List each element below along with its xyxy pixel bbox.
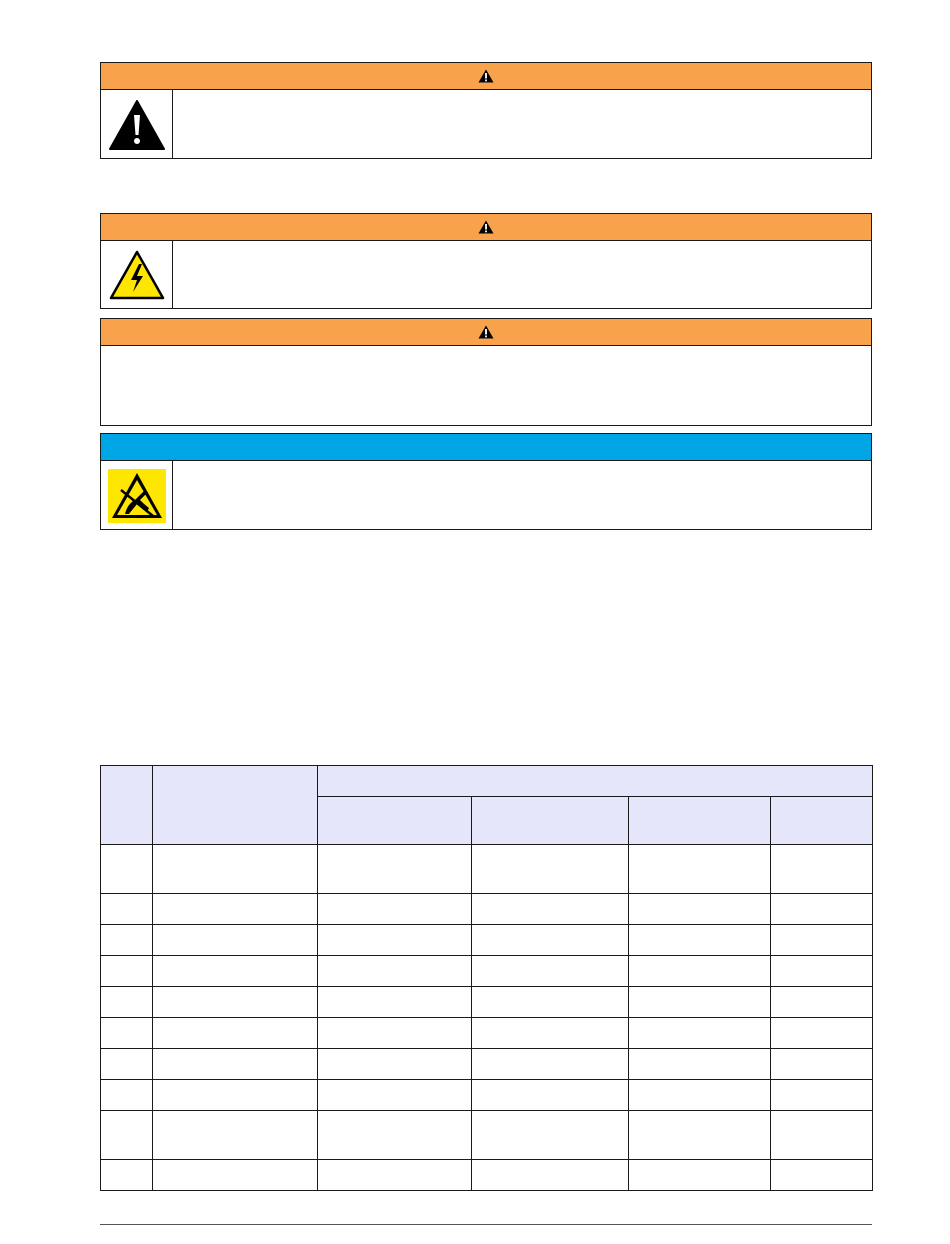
warning-box-3 (100, 318, 872, 426)
warning-box-2 (100, 213, 872, 309)
warning-text (173, 241, 871, 309)
warning-triangle-small-icon (478, 69, 494, 83)
specifications-table (100, 765, 873, 1191)
warning-text (173, 90, 871, 159)
notice-icon-cell (101, 461, 173, 530)
header-group (318, 766, 873, 797)
table-row (101, 956, 873, 987)
general-hazard-icon (108, 99, 166, 151)
subheader-2 (472, 797, 629, 845)
notice-text (173, 461, 871, 530)
table-row (101, 987, 873, 1018)
footer-rule (100, 1224, 872, 1225)
table-row (101, 1018, 873, 1049)
esd-hazard-icon (107, 468, 167, 524)
warning-header (101, 319, 871, 346)
warning-triangle-small-icon (478, 220, 494, 234)
warning-header (101, 63, 871, 90)
warning-header (101, 214, 871, 241)
table-row (101, 1080, 873, 1111)
warning-icon-cell (101, 90, 173, 159)
electrical-hazard-icon (109, 250, 165, 300)
table-row (101, 845, 873, 894)
table-row (101, 894, 873, 925)
header-number (101, 766, 153, 845)
subheader-3 (629, 797, 771, 845)
table-row (101, 1049, 873, 1080)
warning-text (101, 346, 871, 426)
notice-header (101, 434, 871, 461)
subheader-4 (771, 797, 873, 845)
subheader-1 (318, 797, 472, 845)
warning-icon-cell (101, 241, 173, 309)
warning-triangle-small-icon (478, 325, 494, 339)
table-row (101, 1111, 873, 1160)
table-row (101, 1160, 873, 1191)
warning-box-1 (100, 62, 872, 159)
notice-box-1 (100, 433, 872, 530)
header-item (153, 766, 318, 845)
table-row (101, 925, 873, 956)
